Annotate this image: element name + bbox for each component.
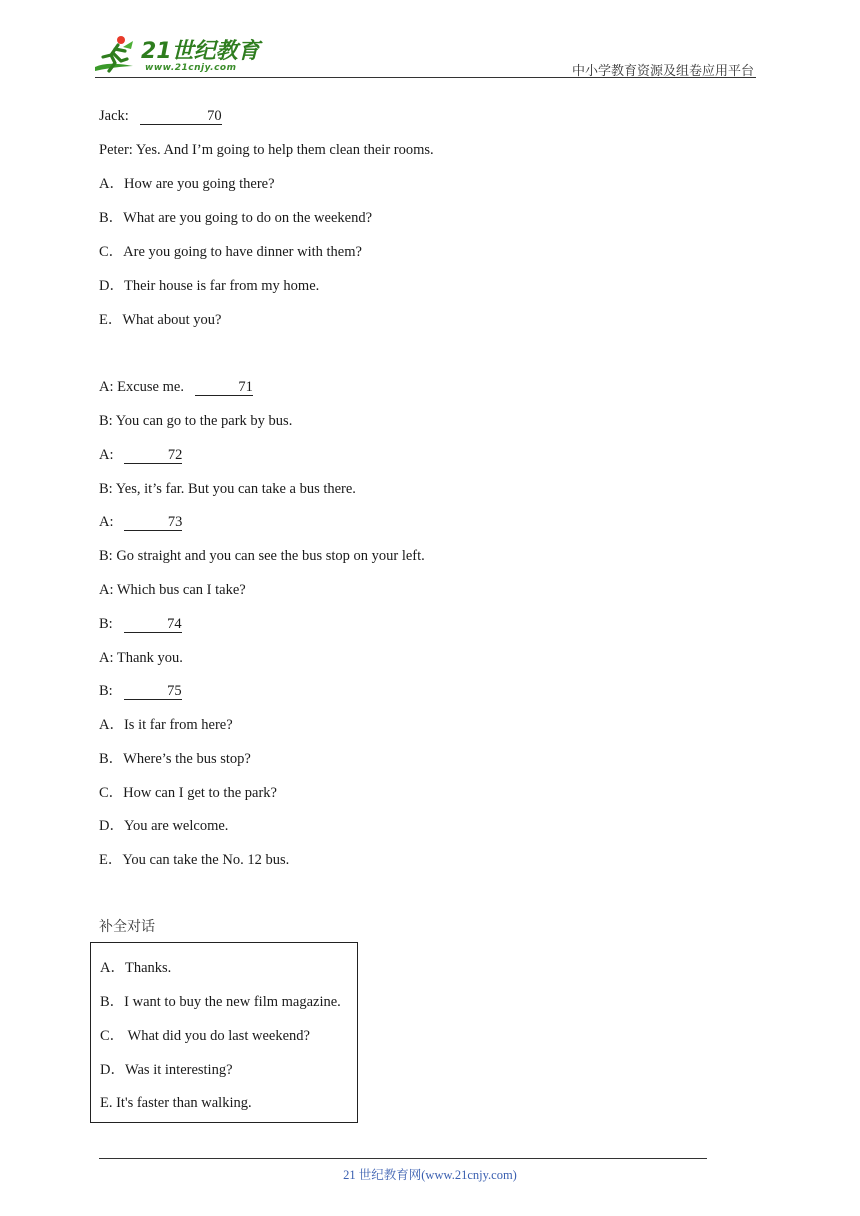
logo-url: www.21cnjy.com — [145, 63, 237, 73]
option-item: D．Was it interesting? — [100, 1062, 233, 1078]
dialogue-line: B: Yes, it’s far. But you can take a bus there. — [99, 481, 356, 497]
answer-blank-72[interactable]: 72 — [124, 447, 182, 464]
platform-title: 中小学教育资源及组卷应用平台 — [571, 64, 754, 79]
speaker-prefix: B: — [99, 616, 113, 632]
dialogue-line: B: Go straight and you can see the bus stop on your left. — [99, 548, 425, 564]
dialogue-line-peter: Peter: Yes. And I’m going to help them clean their rooms. — [99, 142, 434, 158]
dialogue-line: A: Which bus can I take? — [99, 582, 246, 598]
option-item: C．Are you going to have dinner with them? — [99, 244, 362, 260]
option-item: A．Thanks. — [100, 960, 172, 976]
option-item: E．You can take the No. 12 bus. — [99, 852, 290, 868]
option-item: E．What about you? — [99, 312, 222, 328]
page-footer: 21 世纪教育网(www.21cnjy.com) — [343, 1168, 517, 1182]
answer-blank-71[interactable]: 71 — [195, 379, 253, 396]
options-box — [90, 942, 358, 1123]
option-item: B．What are you going to do on the weekend? — [99, 210, 373, 226]
option-item: D．You are welcome. — [99, 818, 229, 834]
dialogue-line — [99, 615, 182, 633]
option-item: D．Their house is far from my home. — [99, 278, 320, 294]
option-item: B．Where’s the bus stop? — [99, 751, 251, 767]
site-logo — [93, 33, 263, 77]
dialogue-line-jack — [99, 107, 222, 125]
dialogue-line — [99, 446, 182, 464]
option-item: B．I want to buy the new film magazine. — [100, 994, 341, 1010]
option-item: C．How can I get to the park? — [99, 785, 277, 801]
footer-divider — [99, 1158, 707, 1159]
page-header — [0, 0, 860, 80]
speaker-prefix: B: — [99, 683, 113, 699]
option-item: E. It's faster than walking. — [100, 1095, 252, 1111]
option-item: C． What did you do last weekend? — [100, 1028, 310, 1044]
dialogue-text: A: Excuse me. — [99, 379, 184, 395]
option-item: A．How are you going there? — [99, 176, 275, 192]
dialogue-line — [99, 513, 182, 531]
speaker-prefix: A: — [99, 447, 114, 463]
answer-blank-75[interactable]: 75 — [124, 683, 182, 700]
option-item: A．Is it far from here? — [99, 717, 233, 733]
answer-blank-70[interactable]: 70 — [140, 108, 222, 125]
answer-blank-73[interactable]: 73 — [124, 514, 182, 531]
header-divider — [95, 77, 756, 78]
dialogue-line — [99, 682, 182, 700]
runner-icon — [93, 33, 137, 77]
section-title: 补全对话 — [99, 919, 155, 935]
speaker-prefix: A: — [99, 514, 114, 530]
speaker-prefix: Jack: — [99, 108, 129, 124]
dialogue-line — [99, 378, 253, 396]
logo-text: 21世纪教育 — [141, 39, 260, 64]
dialogue-line: A: Thank you. — [99, 650, 183, 666]
answer-blank-74[interactable]: 74 — [124, 616, 182, 633]
dialogue-line: B: You can go to the park by bus. — [99, 413, 293, 429]
